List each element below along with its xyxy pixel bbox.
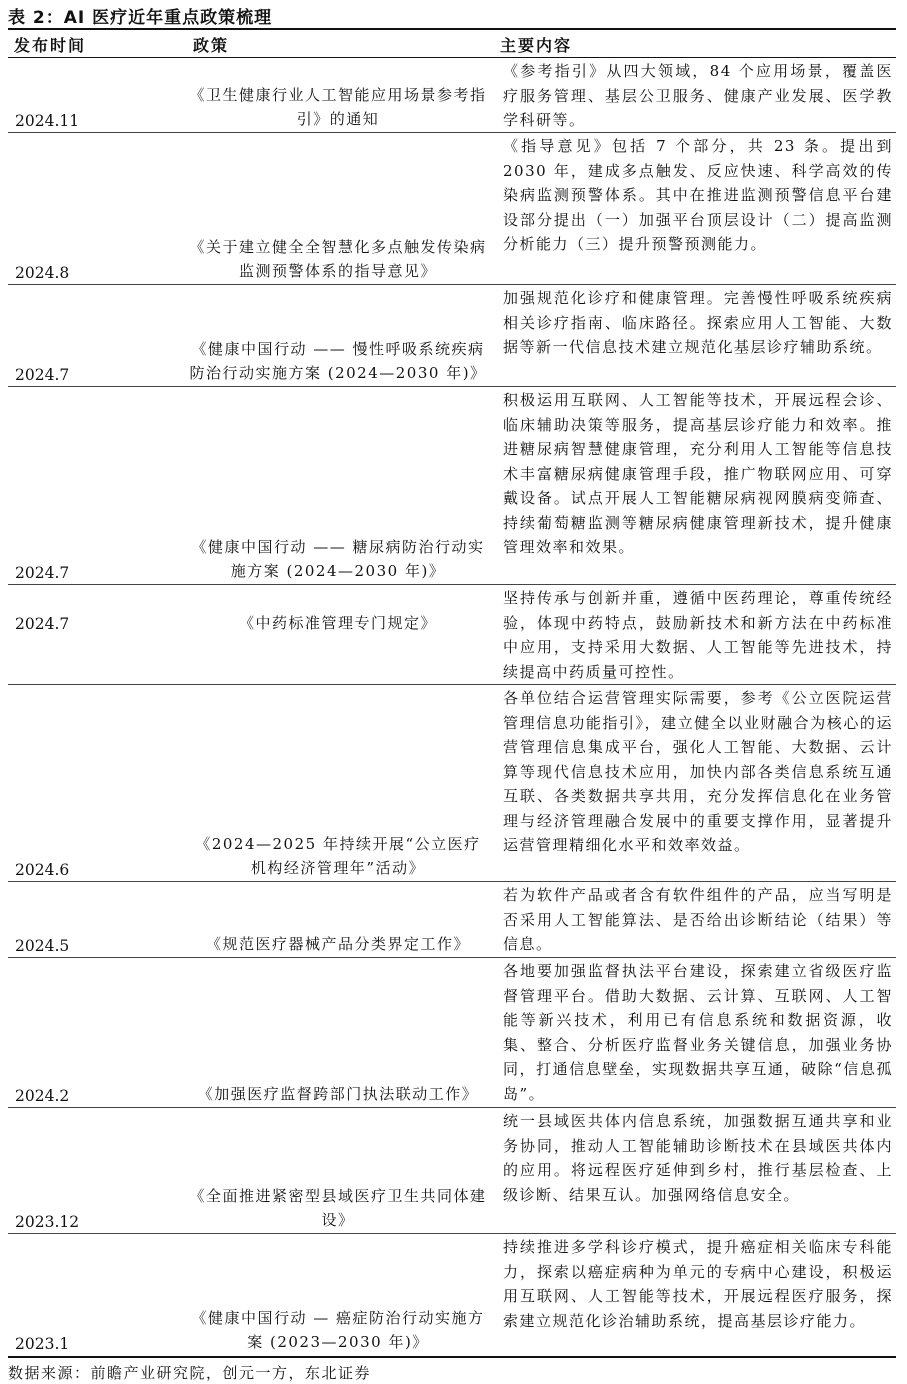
table-row [8,585,896,685]
table-row [8,58,896,133]
row-date: 2024.5 [15,937,70,955]
header-date: 发布时间 [14,36,87,55]
row-policy: 《中药标准管理专门规定》 [238,614,437,632]
row-policy: 《健康中国行动 —— 糖尿病防治行动实施方案 (2024—2030 年)》 [191,538,485,580]
table-row [8,882,896,958]
row-policy: 《健康中国行动 —— 慢性呼吸系统疾病防治行动实施方案 (2024—2030 年)》 [189,340,487,382]
row-date: 2023.1 [15,1335,70,1353]
row-date: 2024.8 [15,264,70,282]
row-policy: 《卫生健康行业人工智能应用场景参考指引》的通知 [189,86,487,128]
row-policy: 《2024—2025 年持续开展“公立医疗机构经济管理年”活动》 [195,835,481,877]
row-policy: 《全面推进紧密型县域医疗卫生共同体建设》 [189,1187,487,1229]
row-policy: 《健康中国行动 — 癌症防治行动实施方案 (2023—2030 年)》 [191,1309,485,1351]
header-policy: 政策 [193,36,230,55]
table-caption: 表 2：AI 医疗近年重点政策梳理 [8,8,273,28]
row-content: 《参考指引》从四大领域，84 个应用场景，覆盖医疗服务管理、基层公卫服务、健康产业发展、医学教学科研等。 [503,62,893,129]
table-row [8,387,896,585]
row-content: 持续推进多学科诊疗模式，提升癌症相关临床专科能力，探索以癌症病种为单元的专病中心建设，积极运用互联网、人工智能等技术，开展远程医疗服务，探索建立规范化诊治辅助系统，提高基层诊疗能力。 [503,1238,893,1330]
row-date: 2024.11 [15,112,80,130]
table-row [8,133,896,285]
row-content: 各地要加强监督执法平台建设，探索建立省级医疗监督管理平台。借助大数据、云计算、互联网、人工智能等新兴技术，利用已有信息系统和数据资源，收集、整合、分析医疗监督业务关键信息，加强业务协同，打通信息壁垒，实现数据共享互通，破除“信息孤岛”。 [503,962,893,1103]
row-date: 2023.12 [15,1213,80,1231]
header-content: 主要内容 [500,36,573,55]
row-policy: 《关于建立健全全智慧化多点触发传染病监测预警体系的指导意见》 [189,238,487,280]
table-row [8,685,896,882]
row-content: 各单位结合运营管理实际需要，参考《公立医院运营管理信息功能指引》，建立健全以业财融合为核心的运营管理信息集成平台，强化人工智能、大数据、云计算等现代信息技术应用，加快内部各类信息系统互通互联、各类数据共享共用，充分发挥信息化在业务管理与经济管理融合发展中的重要支撑作用，显著提升运营管理精细化水平和效率效益。 [503,689,893,854]
row-content: 《指导意见》包括 7 个部分，共 23 条。提出到 2030 年，建成多点触发、反应快速、科学高效的传染病监测预警体系。其中在推进监测预警信息平台建设部分提出（一）加强平台顶层设计（二）提高监测分析能力（三）提升预警预测能力。 [503,137,893,253]
row-date: 2024.7 [15,564,70,582]
data-source-note: 数据来源：前瞻产业研究院，创元一方，东北证券 [8,1364,372,1382]
row-content: 加强规范化诊疗和健康管理。完善慢性呼吸系统疾病相关诊疗指南、临床路径。探索应用人工智能、大数据等新一代信息技术建立规范化基层诊疗辅助系统。 [503,289,893,356]
row-date: 2024.6 [15,861,70,879]
row-content: 积极运用互联网、人工智能等技术，开展远程会诊、临床辅助决策等服务，提高基层诊疗能力和效率。推进糖尿病智慧健康管理，充分利用人工智能等信息技术丰富糖尿病健康管理手段，推广物联网应用、可穿戴设备。试点开展人工智能糖尿病视网膜病变筛查、持续葡萄糖监测等糖尿病健康管理新技术，提升健康管理效率和效果。 [503,391,893,556]
table-row [8,1108,896,1234]
table-row [8,1234,896,1356]
table-row [8,958,896,1108]
table-row [8,285,896,387]
row-date: 2024.7 [15,366,70,384]
row-content: 坚持传承与创新并重，遵循中医药理论，尊重传统经验，体现中药特点，鼓励新技术和新方法在中药标准中应用，支持采用大数据、人工智能等先进技术，持续提高中药质量可控性。 [503,589,893,681]
row-content: 统一县域医共体内信息系统，加强数据互通共享和业务协同，推动人工智能辅助诊断技术在县域医共体内的应用。将远程医疗延伸到乡村，推行基层检查、上级诊断、结果互认。加强网络信息安全。 [503,1112,893,1204]
row-content: 若为软件产品或者含有软件组件的产品，应当写明是否采用人工智能算法、是否给出诊断结论（结果）等信息。 [503,886,893,953]
table-bottom-rule [8,1356,896,1358]
row-policy: 《加强医疗监督跨部门执法联动工作》 [197,1085,479,1103]
table-top-rule [8,28,896,30]
row-date: 2024.2 [15,1087,70,1105]
row-policy: 《规范医疗器械产品分类界定工作》 [205,935,470,953]
row-date: 2024.7 [15,615,70,633]
